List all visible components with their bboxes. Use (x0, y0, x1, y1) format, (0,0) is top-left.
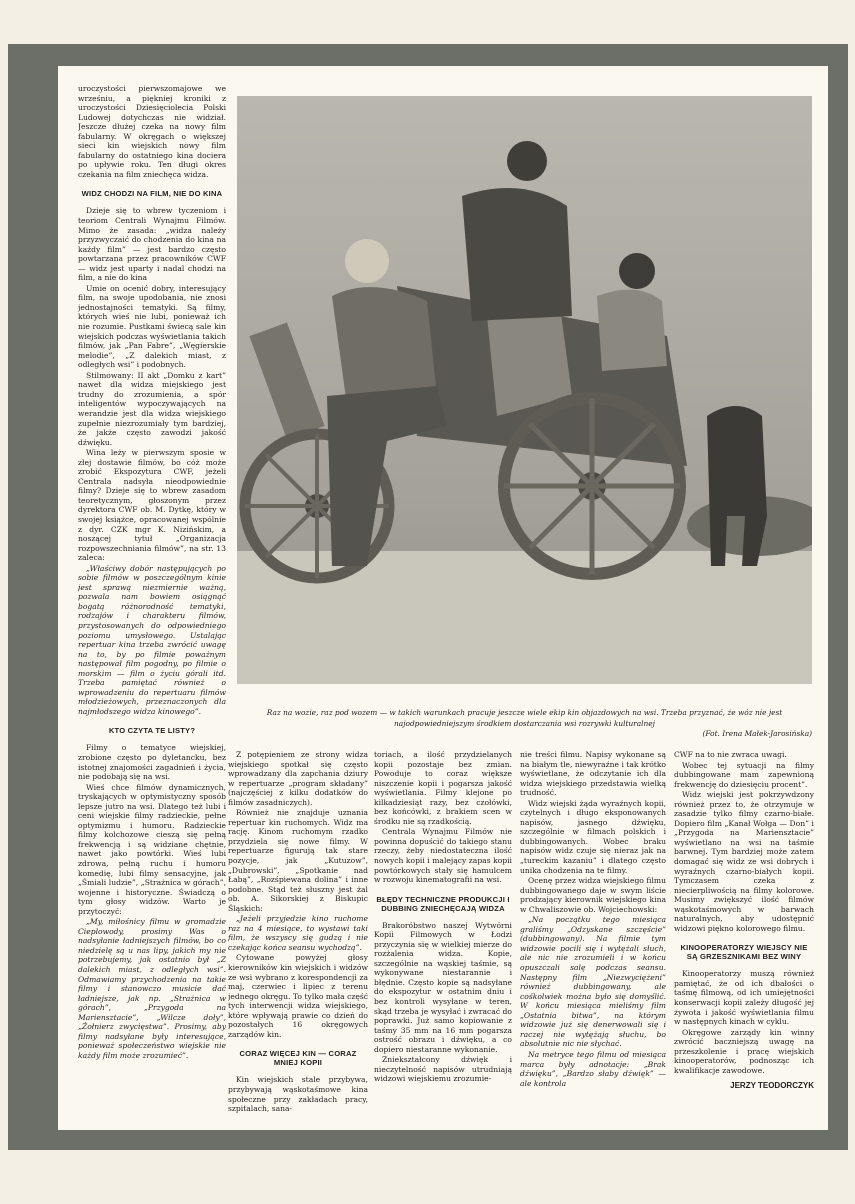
photo-illustration (237, 96, 812, 684)
caption-text: Raz na wozie, raz pod wozem — w takich warunkach pracuje jeszcze wiele ekip kin objazdowych na wsi. Trzeba przyznać, że wóz nie jest najodpowiedniejszym środkiem dostarczania wsi rozrywki kulturalnej (266, 708, 783, 728)
author-signature: JERZY TEODORCZYK (730, 1081, 814, 1091)
frame-right (828, 44, 848, 1150)
paragraph: nie treści filmu. Napisy wykonane są na białym tle, niewyraźne i tak krótko wyświetlane, że odczytanie ich dla widza wiejskiego przedstawia wielką trudność. (520, 750, 666, 798)
paragraph: Centrala Wynajmu Filmów nie powinna dopuścić do takiego stanu rzeczy, żeby niedostateczna ilość nowych kopii i malejący zapas kopii powtórkowych stały się hamulcem w rozwoju kinematografii na wsi. (374, 827, 512, 885)
section-heading-kinooperatorzy: KINOOPERATORZY WIEJSCY NIE SĄ GRZESZNIKAMI BEZ WINY (680, 943, 808, 962)
article-column-3 (374, 750, 512, 1130)
paragraph: Wina leży w pierwszym sposie w złej dostawie filmów, bo cóż może zrobić Ekspozytura CWF, jeżeli Centrala nadsyła nieodpowiednie filmy? Dzieje się to wbrew zasadom teoretycznym, głoszonym przez dyrektora CWF ob. M. Dytkę, który w swojej książce, opracowanej wspólnie z dyr. CZK mgr K. Nizińskim, a noszącej tytuł „Organizacja rozpowszechniania filmów”, na str. 13 zaleca: (78, 448, 226, 563)
frame-top (8, 44, 848, 66)
paragraph: Widz wiejski jest pokrzywdzony również przez to, że otrzymuje w zasadzie tylko filmy czarno-białe. Dopiero film „Kanał Wołga — Don” i „Przygoda na Mariensztacie” wyświetlano na wsi na taśmie barwnej. Tym bardziej może zatem domagać się widz ze wsi dobrych i wyraźnych czarno-białych kopii. Tymczasem czeka z niecierpliwością na filmy kolorowe. Musimy zwiększyć ilość filmów wąskotaśmowych w barwach naturalnych, aby udostępnić widzowi piękno kolorowego filmu. (674, 790, 814, 933)
article-column-4 (520, 750, 666, 1130)
frame-left (8, 44, 58, 1150)
quote-text: „Jeżeli przyjedzie kino ruchome raz na 4 miesiące, to wystawi taki film, że wszyscy się gudzą i nie czekając końca seansu wychodzą”. (228, 914, 368, 952)
paragraph: Wieś chce filmów dynamicznych, tryskających w optymistyczny sposób lepsze jutro na wsi. Dlatego też lubi i ceni wiejskie filmy radzieckie, pełne optymizmu i humoru. Radzieckie filmy kolchozowe cieszą się pełną frekwencją i są widziane chętnie, nawet jako powtórki. Wieś lubi zdrowa, pełną ruchu i humoru komedię, lubi filmy sensacyjne, jak „Śmiali ludzie”, „Strażnica w górach”, wojenne i historyczne. Świadczą o tym głosy widzów. Warto je przytoczyć: (78, 782, 226, 916)
paragraph: Stilmowany: II akt „Domku z kart” nawet dla widza miejskiego jest trudny do zrozumienia, a spór inteligentów wypoczywających na werandzie jest dla widza wiejskiego zupełnie niezrozumiały tym bardziej, że jakże często zawodzi jakość dźwięku. (78, 370, 226, 447)
photo-credit: (Fot. Irena Małek-Jarosińska) (702, 729, 812, 738)
quote-text: „My, miłośnicy filmu w gromadzie Cieplowody, prosimy Was o nadsyłanie ładniejszych filmów, bo co niedzielę są u nas lipy, jakich my nie potrzebujemy, jak ostatnio był „Z dalekich miast, z odległych wsi”. Odmawiamy przychodzenia na takie filmy i stanowczo musicie dać ładniejsze, jak np. „Strażnica w górach”, „Przygoda na Mariensztacie”, „Wilcze doły”, „Żołnierz zwycięstwa”. Prosimy, aby filmy nadsyłane były interesujące, ponieważ społeczeństwo wiejskie nie każdy film może zrozumieć”. (78, 917, 226, 1060)
quote-text: „Właściwy dobór następujących po sobie filmów w poszczególnym kinie jest sprawą niezmiernie ważną, pozwala nam bowiem osiągnąć bogatą różnorodność tematyki, rodzajów i charakteru filmów, przystosowanych do odpowiedniego poziomu umysłowego. Ustalając repertuar kina trzeba zwrócić uwagę na to, by po filmie poważnym następował film pogodny, po filmie o morskim — film o życiu górali itd. Trzeba pamiętać również o wprowadzeniu do repertuaru filmów młodzieżowych, przeznaczonych dla najmłodszego widza kinowego”. (78, 563, 226, 716)
paragraph: Z potępieniem ze strony widza wiejskiego spotkał się często wprowadzany dla zapchania dziury w repertuarze „program składany” (najczęściej z kilku dodatków do filmów zasadniczych). (228, 750, 368, 807)
article-column-5 (674, 750, 814, 1130)
paragraph: Umie on ocenić dobry, interesujący film, na swoje upodobania, nie znosi jednostajności tematyki. Są filmy, których wieś nie lubi, ponieważ ich nie rozumie. Pustkami świecą sale kin wiejskich podczas wyświetlania takich filmów, jak „Pan Fabre”, „Węgierskie melodie”, „Z dalekich miast, z odległych wsi” i podobnych. (78, 283, 226, 370)
quote-paragraph (78, 917, 226, 1060)
section-heading-widz: WIDZ CHODZI NA FILM, NIE DO KINA (81, 189, 223, 199)
paragraph: CWF na to nie zwraca uwagi. (674, 750, 787, 759)
paragraph: Okręgowe zarządy kin winny zwrócić baczniejszą uwagę na przeszkolenie i pracę wiejskich kinooperatorów, podnosząc ich kwalifikacje zawodowe. (674, 1027, 814, 1075)
paragraph: Kinooperatorzy muszą również pamiętać, że od ich dbałości o taśmę filmową, od ich umiejętności konserwacji kopii zależy długość jej żywota i jakość wyświetlania filmu w następnych kinach w cyklu. (674, 969, 814, 1027)
paragraph: Brakoróbstwo naszej Wytwórni Kopii Filmowych w Łodzi przyczynia się w wielkiej mierze do rozżalenia widza. Kopie, szczególnie na wąskiej taśmie, są wykonywane niestarannie i błędnie. Często kopie są nadsyłane do ekspozytur w ostatnim dniu i bez kontroli wysyłane w teren, skąd trzeba je wysyłać i zwracać do poprawki. Już samo kopiowanie z taśmy 35 mm na 16 mm pogarsza ostrość obrazu i dźwięku, a co dopiero niestaranne wykonanie. (374, 920, 512, 1054)
section-heading-kto-czyta: KTO CZYTA TE LISTY? (108, 726, 196, 736)
paragraph: Kin wiejskich stale przybywa, przybywają wąskotaśmowe kina społeczne przy zakładach pracy, szpitalach, sana- (228, 1075, 368, 1114)
quote-text: „Na początku tego miesiąca graliśmy „Odzyskane szczęście” (dubbingowany). Na filmie tym widzowie pocili się i wytężali słuch, ale nic nie zrozumieli i w końcu opuszczali salę podczas seansu. Następny film „Niezwyciężeni” również dubbingowany, ale cośkolwiek można było się domyślić. W końcu miesiąca mieliśmy film „Ostatnia bitwa”, na którym widzowie już się denerwowali się i raczej nie wytężają słuchu, bo absolutnie nic nie słychać. (520, 915, 666, 1049)
photo-cart-with-men (237, 96, 812, 684)
paragraph: Ocenę przez widza wiejskiego filmu dubbingowanego daje w swym liście prodzający kierownik wiejskiego kina w Chwaliszowie ob. Wojciechowski: (520, 876, 666, 914)
article-column-2 (228, 750, 368, 1130)
paragraph: Wobec tej sytuacji na filmy dubbingowane mam zapewnioną frekwencję do dziesięciu procent”. (674, 760, 814, 789)
paragraph: toriach, a ilość przydzielanych kopii pozostaje bez zmian. Powoduje to coraz większe niszczenie kopii i pogarsza jakość wyświetlania. Filmy klejone po kilkadziesiąt razy, bez czołówki, bez końcówki, z brakiem scen w środku nie są rzadkością. (374, 750, 512, 826)
section-heading-bledy: BŁĘDY TECHNICZNE PRODUKCJI I DUBBING ZNIECHĘCAJĄ WIDZA (376, 894, 510, 913)
paragraph: Również nie znajduje uznania repertuar kin ruchomych. Widz ma rację. Kinom ruchomym rzadko przydziela się nowe filmy. W repertuarze figurują tak stare pozycje, jak „Kutuzow”, „Dubrowski”, „Spotkanie nad Łabą”, „Rozśpiewana dolina” i inne podobne. Stąd też słuszny jest żal ob. A. Sikorskiej z Biskupic Śląskich: (228, 808, 368, 913)
paragraph: Cytowane powyżej głosy kierowników kin wiejskich i widzów ze wsi wybrano z korespondencji za maj, czerwiec i lipiec z terenu jednego okręgu. To tylko mała część tych interwencji widza wiejskiego, które wpływają prawie co dzień do pozostałych 16 okręgowych zarządów kin. (228, 953, 368, 1039)
quote-paragraph (228, 914, 368, 952)
paragraph: Dzieje się to wbrew tyczeniom i teoriom Centrali Wynajmu Filmów. Mimo że zasada: „widza należy przyzwyczaić do chodzenia do kina na każdy film” — jest bardzo często powtarzana przez pracowników CWF — widz jest uparty i nadal chodzi na film, a nie do kina (78, 206, 226, 283)
paragraph: Widz wiejski żąda wyraźnych kopii, czytelnych i długo eksponowanych napisów, jasnego dźwięku, szczególnie w filmach polskich i dubbingowanych. Wobec braku napisów widz czuje się nieraz jak na „tureckim kazaniu” i dlatego często unika chodzenia na te filmy. (520, 798, 666, 875)
article-column-1 (78, 84, 226, 1130)
quote-paragraph (520, 915, 666, 1049)
paragraph: Filmy o tematyce wiejskiej, zrobione często po dyletancku, bez istotnej znajomości zagadnień i życia, nie podobają się na wsi. (78, 743, 226, 782)
paragraph: Zniekształcony dźwięk i nieczytelność napisów utrudniają widzowi wiejskiemu zrozumie- (374, 1055, 512, 1084)
section-heading-coraz: CORAZ WIĘCEJ KIN — CORAZ MNIEJ KOPII (239, 1049, 357, 1068)
quote-paragraph (520, 1050, 666, 1088)
photo-caption (237, 708, 812, 740)
frame-bottom (8, 1130, 848, 1150)
quote-text: Na metryce tego filmu od miesiąca marca były adnotacje: „Brak dźwięku”, „Bardzo słaby dźwięk” — ale kontrola (520, 1049, 666, 1088)
quote-paragraph (78, 564, 226, 717)
intro-paragraph: uroczystości pierwszomajowe we wrześniu, a piękniej kroniki z uroczystości Dziesięciolecia Polski Ludowej dotychczas nie widział. Jeszcze dłużej czeka na nowy film fabularny. W okręgach o większej sieci kin wiejskich nowy film fabularny do ostatniego kina dociera po upływie roku. Ten długi okres czekania na film zniechęca widza. (78, 84, 226, 179)
